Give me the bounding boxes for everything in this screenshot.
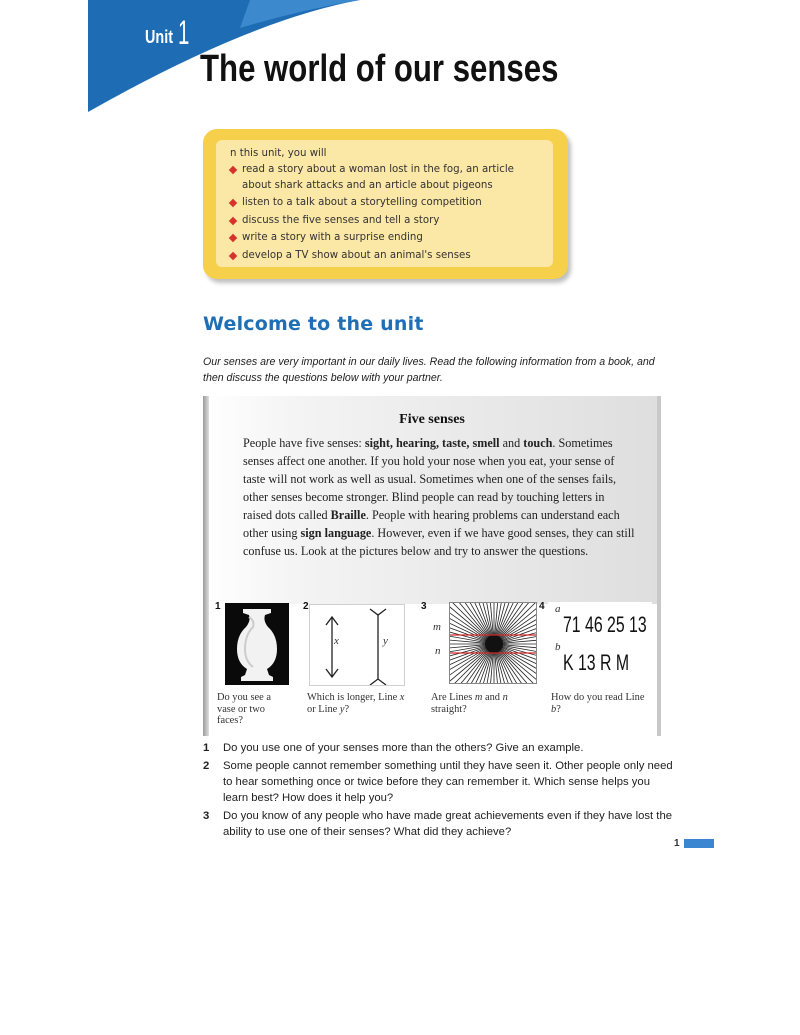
welcome-intro: Our senses are very important in our daily lives. Read the following information from a book, and then discuss the questions below with your partner. xyxy=(203,356,655,384)
page-number: 1 xyxy=(674,838,680,849)
card-body-text: People have five senses: sight, hearing, taste, smell and touch. Sometimes senses affect one another. If you hold your nose when you eat, your sense of taste will not work as well as usual. Sometimes when one of the senses fails, other senses become stronger. Blind people can read by touching letters in raised dots called Braille. People with hearing problems can understand each other using sign language. However, even if we have good senses, they can still confuse us. Look at the pictures below and try to answer the questions. xyxy=(243,436,635,558)
picture-3-number: 3 xyxy=(421,601,427,612)
objective-item: read a story about a woman lost in the fog, an article about shark attacks and an article about pigeons xyxy=(230,162,545,193)
objective-item: write a story with a surprise ending xyxy=(230,230,545,246)
picture-4-number: 4 xyxy=(539,601,545,612)
welcome-heading: Welcome to the unit xyxy=(203,313,424,335)
picture-3-caption: Are Lines m and n straight? xyxy=(431,692,508,715)
objectives-panel xyxy=(216,140,553,267)
objective-item: listen to a talk about a storytelling competition xyxy=(230,195,545,211)
vase-faces-illusion xyxy=(225,603,289,685)
five-senses-card xyxy=(203,396,661,736)
line-a-text: 71 46 25 13 xyxy=(563,612,647,637)
card-title: Five senses xyxy=(399,412,465,427)
picture-1-number: 1 xyxy=(215,601,221,612)
picture-1-caption: Do you see a vase or two faces? xyxy=(217,692,271,726)
hering-illusion xyxy=(449,602,537,684)
discussion-questions xyxy=(203,740,673,842)
muller-lyer-illusion xyxy=(309,604,405,686)
question-item: 1 Do you use one of your senses more than the others? Give an example. xyxy=(203,742,584,754)
line-a-label: a xyxy=(555,603,561,615)
line-m-label: m xyxy=(433,621,441,633)
card-fold-edge xyxy=(203,396,209,736)
picture-2-number: 2 xyxy=(303,601,309,612)
line-n-label: n xyxy=(435,645,441,657)
center-dot xyxy=(485,635,503,653)
objective-item: discuss the five senses and tell a story xyxy=(230,213,545,229)
page-title: The world of our senses xyxy=(200,48,559,90)
picture-4-caption: How do you read Line b? xyxy=(551,692,645,715)
diamond-bullet-icon xyxy=(229,251,237,259)
objective-item: develop a TV show about an animal's senses xyxy=(230,248,545,264)
question-item: 3 Do you know of any people who have made great achievements even if they have lost the ability to use one of their senses? What did they achieve? xyxy=(203,810,673,838)
objectives-intro: n this unit, you will xyxy=(230,148,327,159)
diamond-bullet-icon xyxy=(229,166,237,174)
unit-label: Unit xyxy=(145,27,173,47)
page-number-bar xyxy=(684,839,714,848)
line-x-label: x xyxy=(334,635,339,647)
card-right-edge xyxy=(657,396,661,736)
line-b-text: K 13 R M xyxy=(563,650,630,675)
line-y-label: y xyxy=(383,635,388,647)
objectives-box xyxy=(203,129,568,279)
diamond-bullet-icon xyxy=(229,234,237,242)
unit-number: 1 xyxy=(178,14,190,52)
diamond-bullet-icon xyxy=(229,216,237,224)
objectives-list xyxy=(230,162,545,263)
picture-2-caption: Which is longer, Line x or Line y? xyxy=(307,692,405,715)
question-item: 2 Some people cannot remember something until they have seen it. Other people only need to hear something once or twice before they can remember it. Which sense helps you learn best? How does it help you? xyxy=(203,760,673,804)
line-b-label: b xyxy=(555,641,561,653)
diamond-bullet-icon xyxy=(229,199,237,207)
